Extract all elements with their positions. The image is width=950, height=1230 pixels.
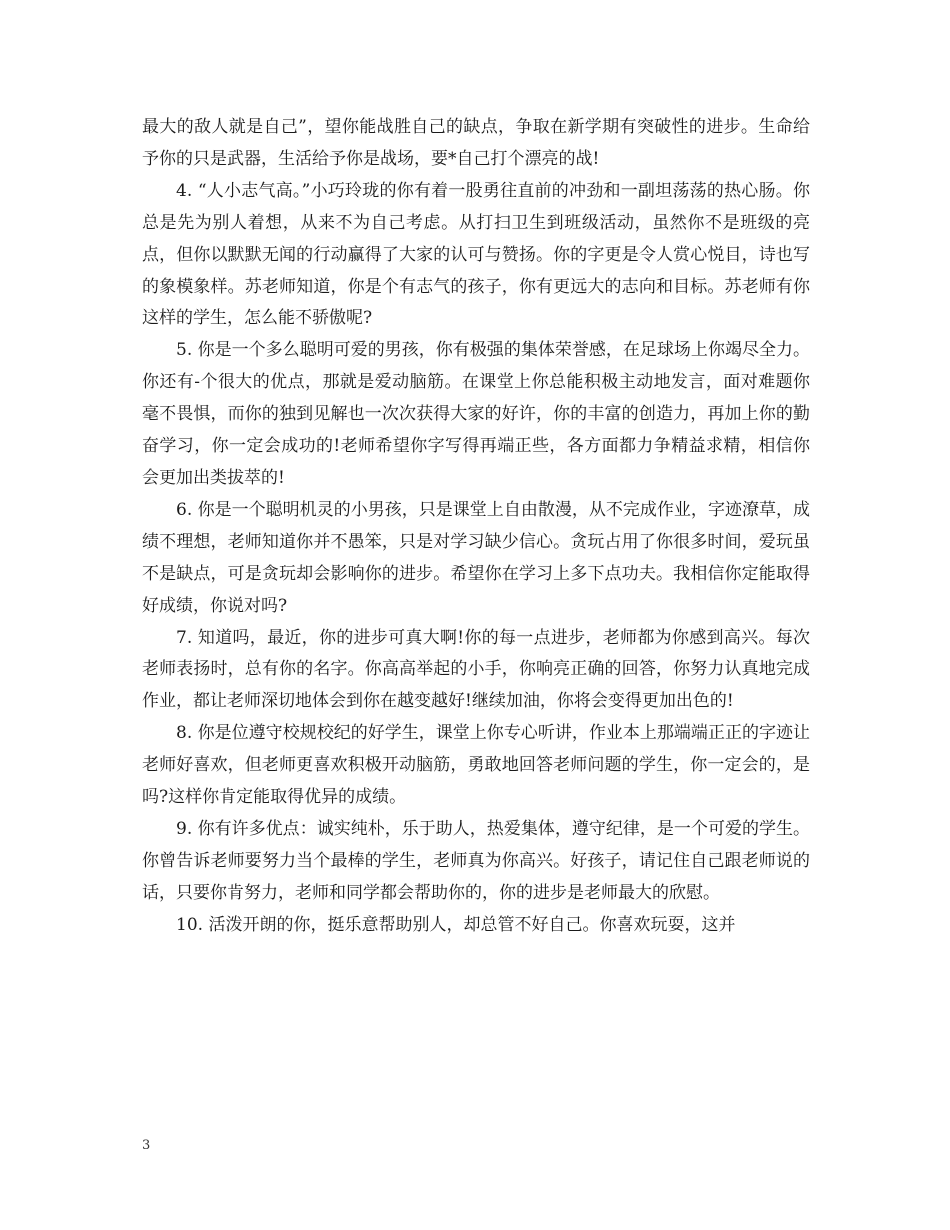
paragraph-continuation: 最大的敌人就是自己”，望你能战胜自己的缺点，争取在新学期有突破性的进步。生命给予你的只是武器，生活给予你是战场，要*自己打个漂亮的战! (142, 117, 810, 169)
page-number: 3 (142, 1138, 151, 1153)
paragraph-item-6: 6. 你是一个聪明机灵的小男孩，只是课堂上自由散漫，从不完成作业，字迹潦草，成绩不理想，老师知道你并不愚笨，只是对学习缺少信心。贪玩占用了你很多时间，爱玩虽不是缺点，可是贪玩却会影响你的进步。希望你在学习上多下点功夫。我相信你定能取得好成绩，你说对吗? (142, 499, 810, 616)
paragraph-item-5: 5. 你是一个多么聪明可爱的男孩，你有极强的集体荣誉感，在足球场上你竭尽全力。你还有-个很大的优点，那就是爱动脑筋。在课堂上你总能积极主动地发言，面对难题你毫不畏惧，而你的独到见解也一次次获得大家的好许，你的丰富的创造力，再加上你的勤奋学习，你一定会成功的!老师希望你字写得再端正些，各方面都力争精益求精，相信你会更加出类拔萃的! (142, 340, 810, 488)
paragraph-item-8: 8. 你是位遵守校规校纪的好学生，课堂上你专心听讲，作业本上那端端正正的字迹让老师好喜欢，但老师更喜欢积极开动脑筋，勇敢地回答老师问题的学生，你一定会的，是吗?这样你肯定能取得优异的成绩。 (142, 723, 810, 808)
paragraph-item-7: 7. 知道吗，最近，你的进步可真大啊!你的每一点进步，老师都为你感到高兴。每次老师表扬时，总有你的名字。你高高举起的小手，你响亮正确的回答，你努力认真地完成作业，都让老师深切地体会到你在越变越好!继续加油，你将会变得更加出色的! (142, 627, 810, 712)
paragraph-item-9: 9. 你有许多优点：诚实纯朴，乐于助人，热爱集体，遵守纪律，是一个可爱的学生。你曾告诉老师要努力当个最棒的学生，老师真为你高兴。好孩子，请记住自己跟老师说的话，只要你肯努力，老师和同学都会帮助你的，你的进步是老师最大的欣慰。 (142, 818, 810, 903)
paragraph-item-10: 10. 活泼开朗的你，挺乐意帮助别人，却总管不好自己。你喜欢玩耍，这并 (176, 914, 736, 935)
document-body (142, 112, 810, 942)
paragraph-item-4: 4. “人小志气高。”小巧玲珑的你有着一股勇往直前的冲劲和一副坦荡荡的热心肠。你总是先为别人着想，从来不为自己考虑。从打扫卫生到班级活动，虽然你不是班级的亮点，但你以默默无闻的行动赢得了大家的认可与赞扬。你的字更是令人赏心悦目，诗也写的象模象样。苏老师知道，你是个有志气的孩子，你有更远大的志向和目标。苏老师有你这样的学生，怎么能不骄傲呢? (142, 180, 810, 329)
